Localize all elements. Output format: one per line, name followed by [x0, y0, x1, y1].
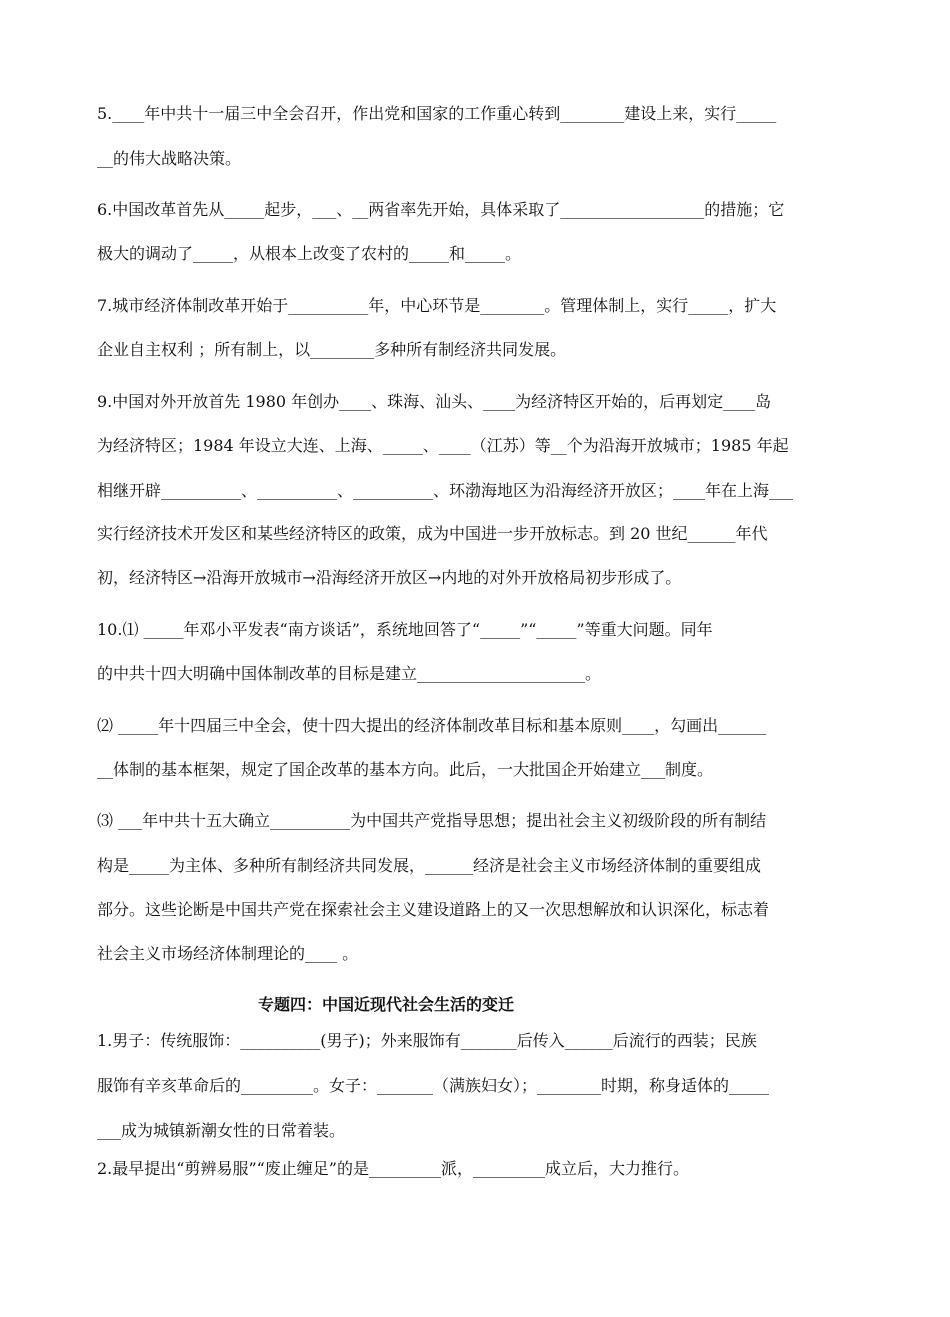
q10-3-line-1: ⑶ ___年中共十五大确立__________为中国共产党指导思想；提出社会主义初级阶段的所有制结: [97, 811, 767, 830]
q7-line-2: 企业自主权利 ；所有制上，以________多种所有制经济共同发展。: [97, 340, 567, 359]
q6-line-2: 极大的调动了_____，从根本上改变了农村的_____和_____。: [97, 244, 522, 263]
q9-line-4: 实行经济技术开发区和某些经济特区的政策，成为中国进一步开放标志。到 20 世纪______年代: [97, 524, 768, 543]
s4-q1-line-2: 服饰有辛亥革命后的_________。女子：_______（满族妇女）；________时期，称身适体的_____: [97, 1076, 770, 1095]
q10-1-line-2: 的中共十四大明确中国体制改革的目标是建立_____________________。: [97, 664, 602, 683]
q10-3-line-3: 部分。这些论断是中国共产党在探索社会主义建设道路上的又一次思想解放和认识深化，标志着: [97, 900, 770, 919]
section-heading: 专题四：中国近现代社会生活的变迁: [258, 995, 515, 1014]
q10-2-line-2: __体制的基本框架，规定了国企改革的基本方向。此后，一大批国企开始建立___制度。: [97, 760, 714, 779]
q10-3-line-2: 构是_____为主体、多种所有制经济共同发展，______经济是社会主义市场经济体制的重要组成: [97, 856, 762, 875]
q10-2-line-1: ⑵ _____年十四届三中全会，使十四大提出的经济体制改革目标和基本原则____，勾画出______: [97, 716, 767, 735]
q5-line-2: __的伟大战略决策。: [97, 149, 242, 168]
q9-line-1: 9.中国对外开放首先 1980 年创办____、珠海、汕头、____为经济特区开始的，后再划定____岛: [97, 392, 772, 411]
q9-line-5: 初，经济特区→沿海开放城市→沿海经济开放区→内地的对外开放格局初步形成了。: [97, 568, 682, 587]
q9-line-3: 相继开辟__________、__________、__________、环渤海地区为沿海经济开放区；____年在上海___: [97, 481, 794, 500]
s4-q2-line-1: 2.最早提出“剪辨易服”“废止缠足”的是_________派，_________成立后，大力推行。: [97, 1159, 689, 1178]
q5-line-1: 5.____年中共十一届三中全会召开，作出党和国家的工作重心转到________建设上来，实行_____: [97, 104, 777, 123]
q10-3-line-4: 社会主义市场经济体制理论的____ 。: [97, 944, 359, 963]
q7-line-1: 7.城市经济体制改革开始于__________年，中心环节是________。管理体制上，实行_____，扩大: [97, 296, 777, 315]
q10-1-line-1: 10.⑴ _____年邓小平发表“南方谈话”，系统地回答了“_____”“_____”等重大问题。同年: [97, 620, 713, 639]
s4-q1-line-3: ___成为城镇新潮女性的日常着装。: [97, 1121, 346, 1140]
q9-line-2: 为经济特区；1984 年设立大连、上海、_____、____（江苏）等__个为沿海开放城市；1985 年起: [97, 436, 789, 455]
s4-q1-line-1: 1.男子：传统服饰：__________(男子)；外来服饰有_______后传入______后流行的西装；民族: [97, 1031, 757, 1050]
q6-line-1: 6.中国改革首先从_____起步，___、__两省率先开始，具体采取了__________________的措施；它: [97, 200, 785, 219]
